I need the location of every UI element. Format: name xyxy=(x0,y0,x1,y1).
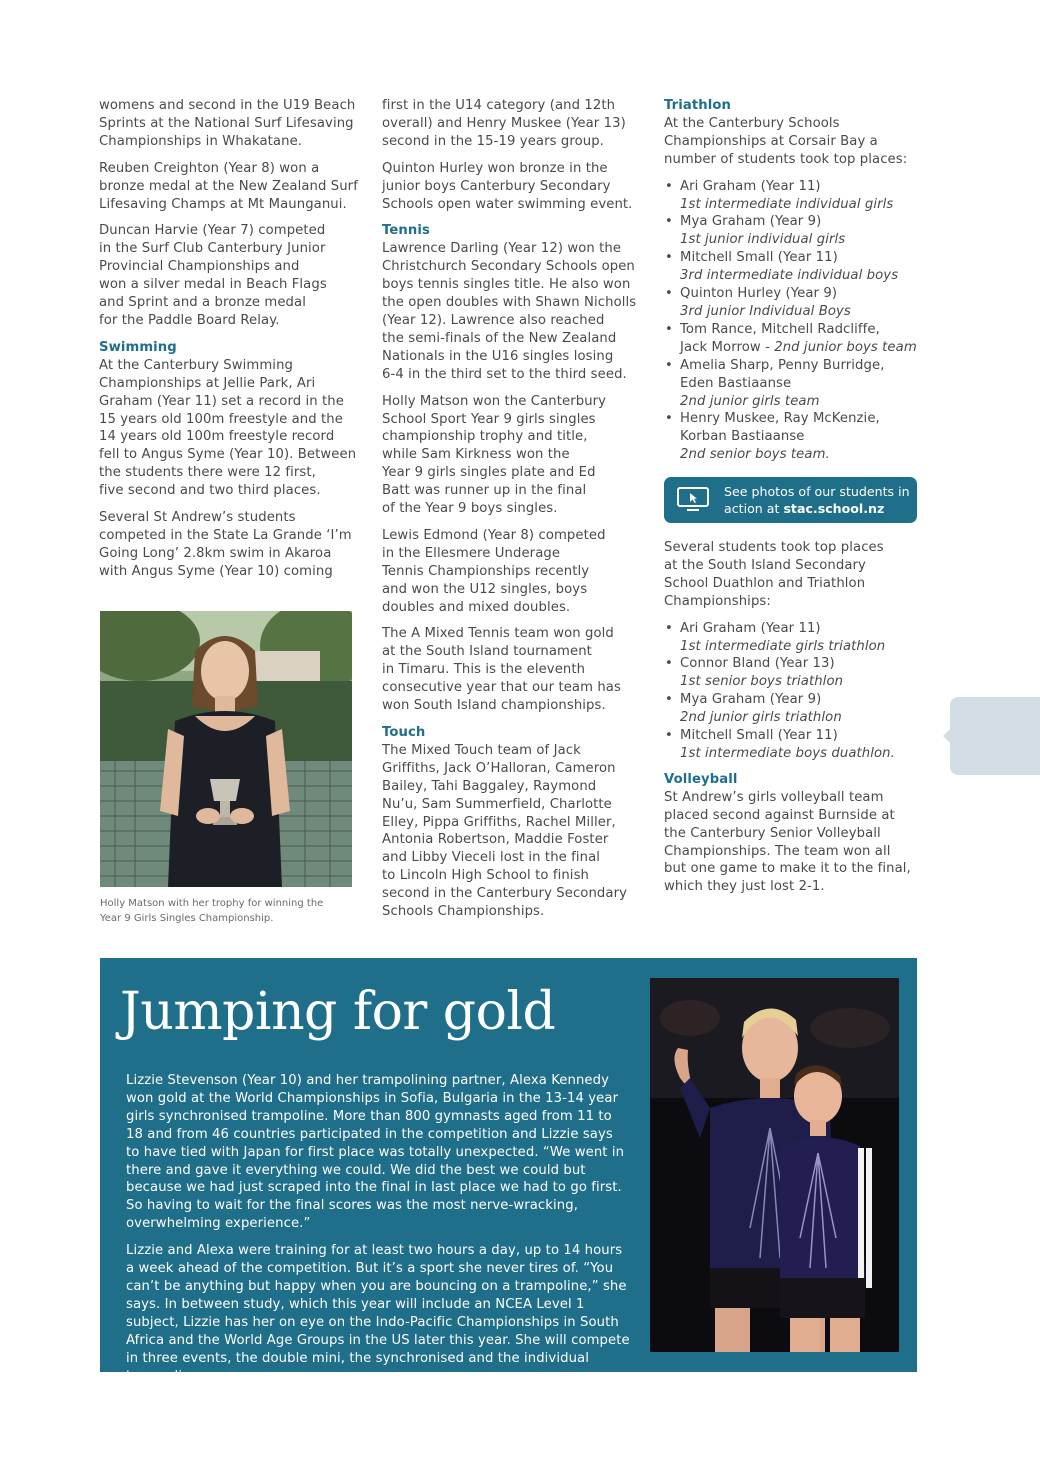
canterbury-results-list xyxy=(664,178,926,465)
feature-title: Jumping for gold xyxy=(120,982,556,1042)
website-link[interactable]: stac.school.nz xyxy=(783,501,885,516)
list-item xyxy=(664,691,926,727)
holly-matson-paragraph: Holly Matson won the Canterbury School Sport Year 9 girls singles championship trophy and title, while Sam Kirkness won the Year 9 girls singles plate and Ed Batt was runner up in the final of the Year 9 boys singles. xyxy=(382,393,607,517)
bullet: • xyxy=(665,178,673,194)
list-item xyxy=(664,410,926,464)
callout-label: See photos of our students in action at xyxy=(724,484,910,516)
list-item-name: Ari Graham (Year 11) xyxy=(680,620,821,636)
mixed-touch-paragraph: The Mixed Touch team of Jack Griffiths, Jack O’Halloran, Cameron Bailey, Tahi Baggaley, Raymond Nu’u, Sam Summerfield, Charlotte Elley, Pippa Griffiths, Rachel Miller, Antonia Robertson, Maddie Foster and Libby Vieceli lost in the final to Lincoln High School to finish second in the Canterbury Secondary Schools Championships. xyxy=(382,742,628,920)
gymnasts-photo xyxy=(650,978,899,1352)
list-item-name: Mitchell Small (Year 11) xyxy=(680,728,838,744)
swimming-heading: Swimming xyxy=(99,339,177,355)
list-item-name: Mya Graham (Year 9) xyxy=(680,692,822,708)
u14-paragraph: first in the U14 category (and 12th overall) and Henry Muskee (Year 13) second in the 15-19 years group. xyxy=(382,98,626,149)
lawrence-darling-paragraph: Lawrence Darling (Year 12) won the Christchurch Secondary Schools open boys tennis singles title. He also won the open doubles with Shawn Nicholls (Year 12). Lawrence also reached the semi-finals of the New Zealand Nationals in the U16 singles losing 6-4 in the third set to the third seed. xyxy=(382,241,637,382)
list-item xyxy=(664,249,926,285)
holly-matson-photo xyxy=(100,611,352,887)
bullet: • xyxy=(665,286,673,302)
tennis-heading: Tennis xyxy=(382,223,430,239)
list-item-place: 2nd senior boys team. xyxy=(680,447,830,463)
list-item-name: Jack Morrow - xyxy=(680,339,775,355)
bullet: • xyxy=(665,656,673,672)
reuben-creighton-paragraph: Reuben Creighton (Year 8) won a bronze medal at the New Zealand Surf Lifesaving Champs at Mt Maunganui. xyxy=(99,160,358,212)
list-item xyxy=(664,357,926,411)
list-item-name: Mya Graham (Year 9) xyxy=(680,214,822,230)
south-island-intro: Several students took top places at the South Island Secondary School Duathlon and Triathlon Championships: xyxy=(664,540,884,609)
list-item-name: Korban Bastiaanse xyxy=(680,429,805,445)
akaroa-swim-paragraph: Several St Andrew’s students competed in the State La Grande ‘I’m Going Long’ 2.8km swim in Akaroa with Angus Syme (Year 10) coming xyxy=(99,510,352,579)
triathlon-heading: Triathlon xyxy=(664,98,732,113)
mixed-tennis-paragraph: The A Mixed Tennis team won gold at the South Island tournament in Timaru. This is the eleventh consecutive year that our team has won South Island championships. xyxy=(382,626,621,714)
list-item xyxy=(664,213,926,249)
list-item-name: Amelia Sharp, Penny Burridge, xyxy=(680,357,885,373)
list-item-place: 1st intermediate girls triathlon xyxy=(680,638,886,654)
list-item-name: Henry Muskee, Ray McKenzie, xyxy=(680,411,880,427)
list-item-place: 1st senior boys triathlon xyxy=(680,674,844,690)
list-item-name: Connor Bland (Year 13) xyxy=(680,656,835,672)
volleyball-heading: Volleyball xyxy=(664,771,738,787)
column-3 xyxy=(664,97,926,472)
bullet: • xyxy=(665,214,673,230)
feature-body xyxy=(126,1072,630,1394)
quinton-hurley-paragraph: Quinton Hurley won bronze in the junior boys Canterbury Secondary Schools open water swimming event. xyxy=(382,160,633,212)
bullet: • xyxy=(665,728,673,744)
column-1 xyxy=(99,97,359,590)
bullet: • xyxy=(665,357,673,373)
photo-caption: Holly Matson with her trophy for winning the Year 9 Girls Singles Championship. xyxy=(100,898,324,924)
bullet: • xyxy=(665,411,673,427)
list-item-place: 2nd junior boys team xyxy=(774,339,917,355)
list-item-place: 1st intermediate individual girls xyxy=(680,196,894,212)
list-item-name: Mitchell Small (Year 11) xyxy=(680,250,838,266)
bullet: • xyxy=(665,321,673,337)
list-item-place: 3rd junior Individual Boys xyxy=(680,303,851,319)
callout-text xyxy=(724,483,914,517)
lewis-edmond-paragraph: Lewis Edmond (Year 8) competed in the Ellesmere Underage Tennis Championships recently and won the U12 singles, boys doubles and mixed doubles. xyxy=(382,527,606,615)
list-item xyxy=(664,727,926,763)
list-item-place: 1st junior individual girls xyxy=(680,232,846,248)
touch-heading: Touch xyxy=(382,725,426,740)
list-item-name: Tom Rance, Mitchell Radcliffe, xyxy=(680,321,880,337)
volleyball-paragraph: St Andrew’s girls volleyball team placed second against Burnside at the Canterbury Senior Volleyball Championships. The team won all but one game to make it to the final, which they just lost 2-1. xyxy=(664,789,911,895)
photos-callout-link[interactable] xyxy=(664,477,917,523)
list-item xyxy=(664,620,926,656)
bullet: • xyxy=(665,250,673,266)
column-2 xyxy=(382,97,644,930)
list-item-place: 2nd junior girls triathlon xyxy=(680,710,842,726)
feature-paragraph-1: Lizzie Stevenson (Year 10) and her trampolining partner, Alexa Kennedy won gold at the World Championships in Sofia, Bulgaria in the 13-14 year girls synchronised trampoline. More than 800 gymnasts aged from 11 to 18 and from 46 countries participated in the competition and Lizzie says to have tied with Japan for first place was totally unexpected. “We went in there and gave it everything we could. We did the best we could but because we had just scraped into the final in last place we had to go first. So having to wait for the final scores was the most nerve-wracking, overwhelming experience.” xyxy=(126,1073,625,1232)
bullet: • xyxy=(665,692,673,708)
bullet: • xyxy=(665,620,673,636)
triathlon-intro: At the Canterbury Schools Championships at Corsair Bay a number of students took top places: xyxy=(664,115,908,167)
column-3-lower xyxy=(664,539,926,905)
side-tab[interactable] xyxy=(950,697,1040,775)
surf-lifesaving-paragraph: womens and second in the U19 Beach Sprints at the National Surf Lifesaving Championships in Whakatane. xyxy=(99,98,356,149)
feature-paragraph-2: Lizzie and Alexa were training for at least two hours a day, up to 14 hours a week ahead of the competition. But it’s a sport she never tires of. “You can’t be anything but happy when you are bouncing on a trampoline,” she says. In between study, which this year will include an NCEA Level 1 subject, Lizzie has her on eye on the Indo-Pacific Championships in South Africa and the World Age Groups in the US later this year. She will compete in three events, the double mini, the synchronised and the individual trampoline. xyxy=(126,1243,630,1384)
list-item xyxy=(664,321,926,357)
computer-monitor-cursor-icon xyxy=(676,486,710,514)
list-item-place: 2nd junior girls team xyxy=(680,393,820,409)
list-item xyxy=(664,285,926,321)
duncan-harvie-paragraph: Duncan Harvie (Year 7) competed in the Surf Club Canterbury Junior Provincial Championships and won a silver medal in Beach Flags and Sprint and a bronze medal for the Paddle Board Relay. xyxy=(99,223,327,328)
list-item-place: 1st intermediate boys duathlon. xyxy=(680,745,895,761)
south-island-results-list xyxy=(664,620,926,763)
feature-box xyxy=(100,958,917,1384)
list-item xyxy=(664,178,926,214)
list-item xyxy=(664,655,926,691)
list-item-place: 3rd intermediate individual boys xyxy=(680,268,899,284)
list-item-name: Ari Graham (Year 11) xyxy=(680,178,821,194)
list-item-name: Quinton Hurley (Year 9) xyxy=(680,286,838,302)
list-item-name: Eden Bastiaanse xyxy=(680,375,792,391)
swimming-paragraph: At the Canterbury Swimming Championships at Jellie Park, Ari Graham (Year 11) set a record in the 15 years old 100m freestyle and the 14 years old 100m freestyle record fell to Angus Syme (Year 10). Between the students there were 12 first, five second and two third places. xyxy=(99,357,357,499)
